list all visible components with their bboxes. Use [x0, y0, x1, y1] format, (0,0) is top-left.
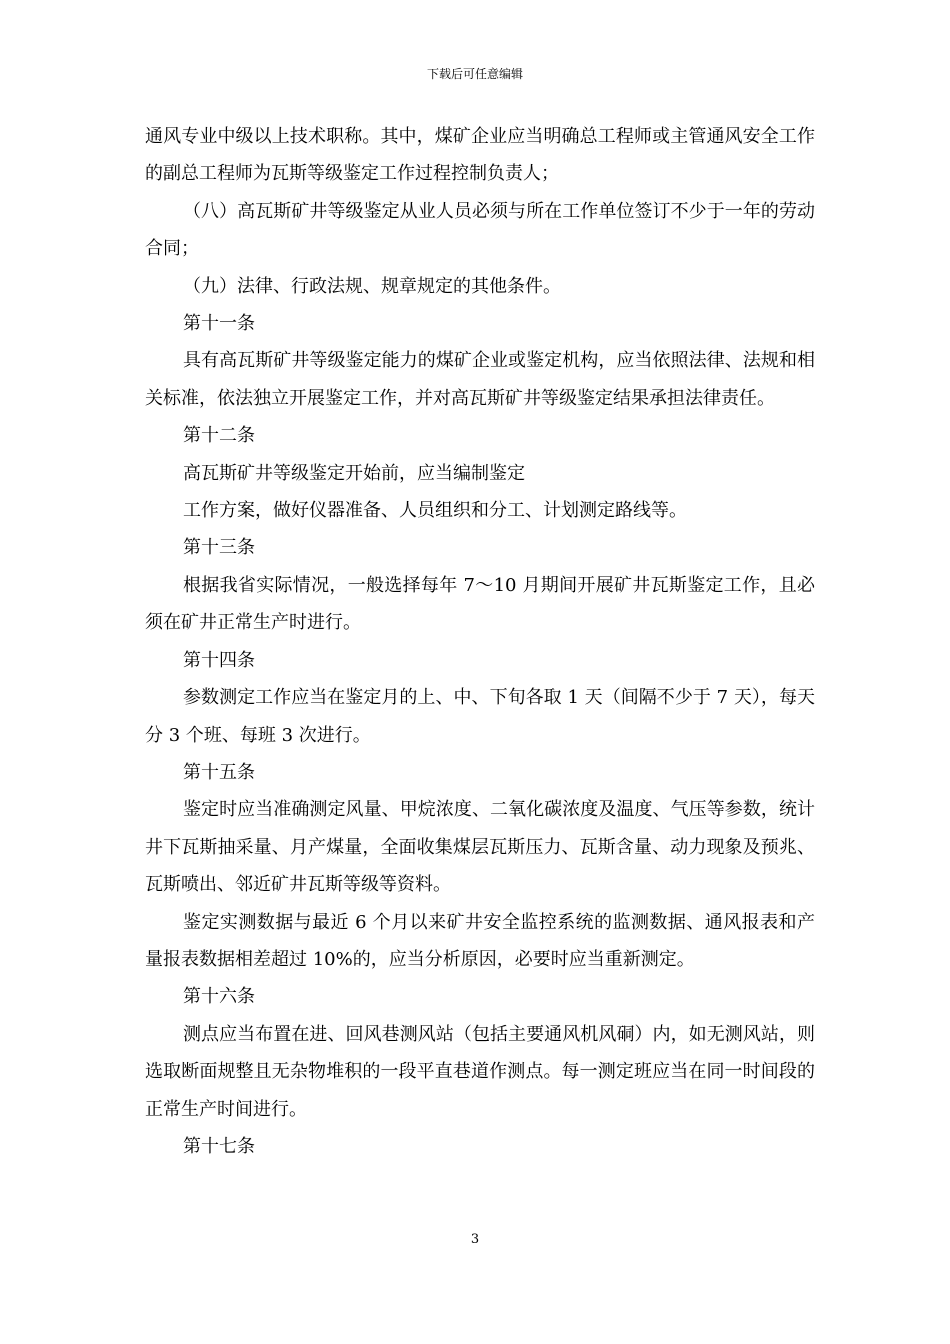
paragraph-2: （八）高瓦斯矿井等级鉴定从业人员必须与所在工作单位签订不少于一年的劳动合同；: [145, 200, 815, 260]
paragraph-3: （九）法律、行政法规、规章规定的其他条件。: [183, 275, 561, 297]
article-heading-16: 第十六条: [183, 986, 255, 1008]
page-header: 下载后可任意编辑: [426, 67, 523, 81]
article-heading-12: 第十二条: [183, 425, 255, 447]
paragraph-17: 测点应当布置在进、回风巷测风站（包括主要通风机风硐）内，如无测风站，则选取断面规整且无杂物堆积的一段平直巷道作测点。每一测定班应当在同一时间段的正常生产时间进行。: [145, 1023, 815, 1120]
article-heading-17: 第十七条: [183, 1135, 255, 1157]
article-heading-11: 第十一条: [183, 313, 255, 335]
paragraph-7: 高瓦斯矿井等级鉴定开始前，应当编制鉴定: [183, 462, 525, 484]
paragraph-15: 鉴定实测数据与最近 6 个月以来矿井安全监控系统的监测数据、通风报表和产量报表数据相差超过 10%的，应当分析原因，必要时应当重新测定。: [145, 911, 815, 970]
paragraph-1: 通风专业中级以上技术职称。其中，煤矿企业应当明确总工程师或主管通风安全工作的副总工程师为瓦斯等级鉴定工作过程控制负责人；: [145, 126, 815, 185]
paragraph-12: 参数测定工作应当在鉴定月的上、中、下旬各取 1 天（间隔不少于 7 天），每天分 3 个班、每班 3 次进行。: [145, 687, 815, 746]
document-body: [145, 118, 815, 1165]
paragraph-8: 工作方案，做好仪器准备、人员组织和分工、计划测定路线等。: [183, 500, 687, 522]
article-heading-14: 第十四条: [183, 649, 255, 671]
paragraph-5: 具有高瓦斯矿井等级鉴定能力的煤矿企业或鉴定机构，应当依照法律、法规和相关标准，依法独立开展鉴定工作，并对高瓦斯矿井等级鉴定结果承担法律责任。: [145, 350, 815, 409]
page-number: 3: [470, 1232, 480, 1247]
article-heading-15: 第十五条: [183, 761, 255, 783]
paragraph-14: 鉴定时应当准确测定风量、甲烷浓度、二氧化碳浓度及温度、气压等参数，统计井下瓦斯抽采量、月产煤量，全面收集煤层瓦斯压力、瓦斯含量、动力现象及预兆、瓦斯喷出、邻近矿井瓦斯等级等资料。: [145, 799, 815, 896]
paragraph-10: 根据我省实际情况，一般选择每年 7～10 月期间开展矿井瓦斯鉴定工作，且必须在矿井正常生产时进行。: [145, 574, 815, 634]
article-heading-13: 第十三条: [183, 537, 255, 559]
